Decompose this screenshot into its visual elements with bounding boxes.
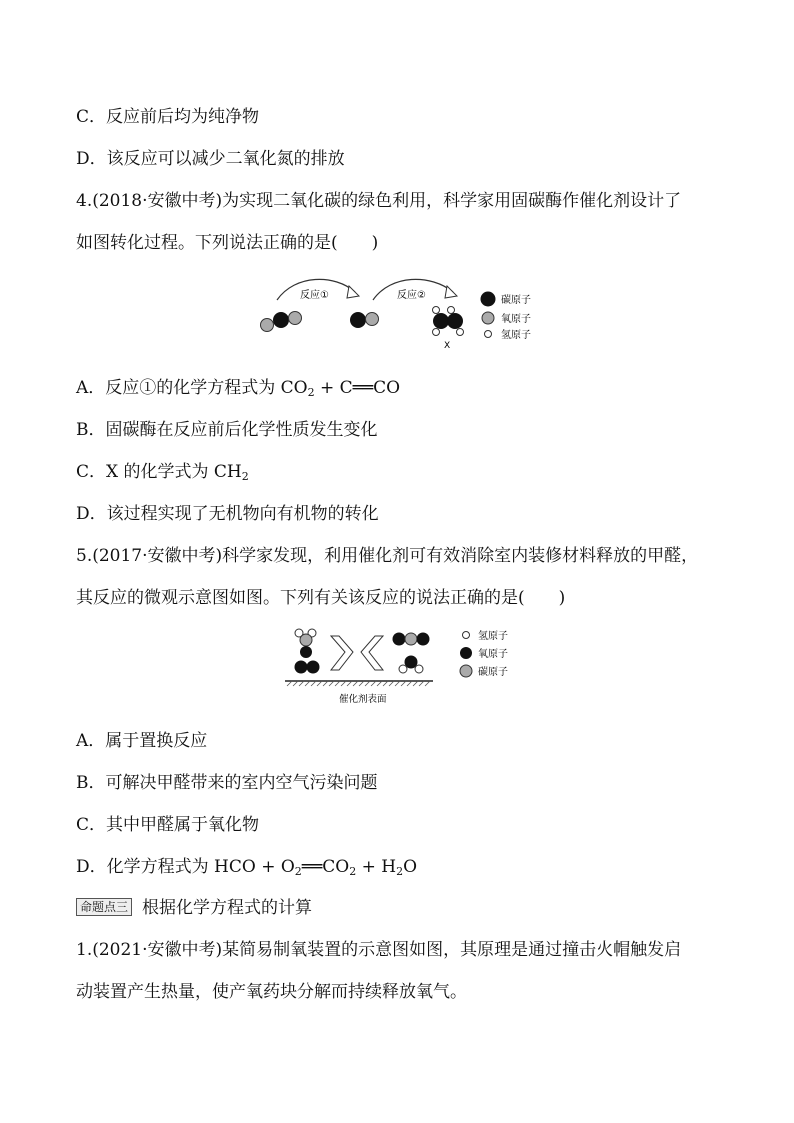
reaction1-label: 反应① xyxy=(300,290,329,301)
desorb-arrow xyxy=(361,636,383,670)
q5-option-a: A．属于置换反应 xyxy=(76,731,208,751)
x-label: X xyxy=(444,341,451,351)
legend-hydrogen-marker xyxy=(463,632,470,639)
reaction2-label: 反应② xyxy=(397,290,426,301)
h2o-hydrogen-1 xyxy=(399,665,407,673)
hcho-carbon xyxy=(300,634,312,646)
legend-hydrogen: 氢原子 xyxy=(478,631,508,642)
q1-stem-line1: 1.(2021·安徽中考)某简易制氧装置的示意图如图，其原理是通过撞击火帽触发启 xyxy=(76,940,682,960)
q3-option-c: C．反应前后均为纯净物 xyxy=(76,107,260,127)
o2-oxygen-1 xyxy=(295,661,308,674)
co-carbon xyxy=(350,312,366,328)
x-carbon-2 xyxy=(447,313,463,329)
o2-oxygen-2 xyxy=(307,661,320,674)
q1-stem-line2: 动装置产生热量，使产氧药块分解而持续释放氧气。 xyxy=(76,982,467,1002)
co-oxygen xyxy=(366,313,379,326)
legend-carbon: 碳原子 xyxy=(501,295,531,306)
h2o-hydrogen-2 xyxy=(415,665,423,673)
section-title: 根据化学方程式的计算 xyxy=(142,898,313,918)
legend-hydrogen: 氢原子 xyxy=(501,330,531,341)
adsorb-arrow xyxy=(331,636,353,670)
surface-label: 催化剂表面 xyxy=(339,694,387,705)
x-carbon-1 xyxy=(433,313,449,329)
q4-option-b: B．固碳酶在反应前后化学性质发生变化 xyxy=(76,420,378,440)
hcho-oxygen xyxy=(300,646,312,658)
section-tag: 命题点三 xyxy=(76,898,132,916)
section-header xyxy=(76,897,312,919)
reaction2-arrowhead xyxy=(445,286,457,298)
co2-oxygen-1 xyxy=(393,633,406,646)
co2-carbon xyxy=(273,312,289,328)
x-hydrogen-2 xyxy=(448,307,455,314)
q5-figure xyxy=(283,626,523,708)
q5-stem-line1: 5.(2017·安徽中考)科学家发现，利用催化剂可有效消除室内装修材料释放的甲醛， xyxy=(76,546,699,566)
x-hydrogen-1 xyxy=(433,307,440,314)
legend-oxygen: 氧原子 xyxy=(501,314,531,325)
legend-oxygen-marker xyxy=(460,647,472,659)
q3-option-d: D．该反应可以减少二氧化氮的排放 xyxy=(76,149,345,169)
legend-carbon-marker xyxy=(460,665,472,677)
legend-carbon: 碳原子 xyxy=(478,667,508,678)
legend-hydrogen-marker xyxy=(485,331,492,338)
legend-oxygen: 氧原子 xyxy=(478,649,508,660)
x-hydrogen-3 xyxy=(433,329,440,336)
q5-option-c: C．其中甲醛属于氧化物 xyxy=(76,815,260,835)
co2-oxygen-right xyxy=(289,312,302,325)
legend-oxygen-marker xyxy=(482,312,494,324)
q4-option-d: D．该过程实现了无机物向有机物的转化 xyxy=(76,504,379,524)
q4-option-a: A．反应①的化学方程式为 $CO_2$ + C══CO xyxy=(76,378,401,399)
co2-oxygen-left xyxy=(261,319,274,332)
q5-option-b: B．可解决甲醛带来的室内空气污染问题 xyxy=(76,773,378,793)
q4-stem-line1: 4.(2018·安徽中考)为实现二氧化碳的绿色利用，科学家用固碳酶作催化剂设计了 xyxy=(76,191,682,211)
q5-stem-line2: 其反应的微观示意图如图。下列有关该反应的说法正确的是( ) xyxy=(76,588,566,608)
reaction1-arrowhead xyxy=(347,286,359,298)
co2-oxygen-2 xyxy=(417,633,430,646)
legend-carbon-marker xyxy=(481,292,496,307)
q5-option-d: D．化学方程式为 HCO + $O_2══CO_2 + H_2O$ xyxy=(76,857,418,878)
q4-option-c: C．X 的化学式为 $CH_2$ xyxy=(76,462,249,483)
q4-stem-line2: 如图转化过程。下列说法正确的是( ) xyxy=(76,233,379,253)
co2-carbon xyxy=(405,633,417,645)
x-hydrogen-4 xyxy=(457,329,464,336)
q4-figure xyxy=(255,272,545,352)
